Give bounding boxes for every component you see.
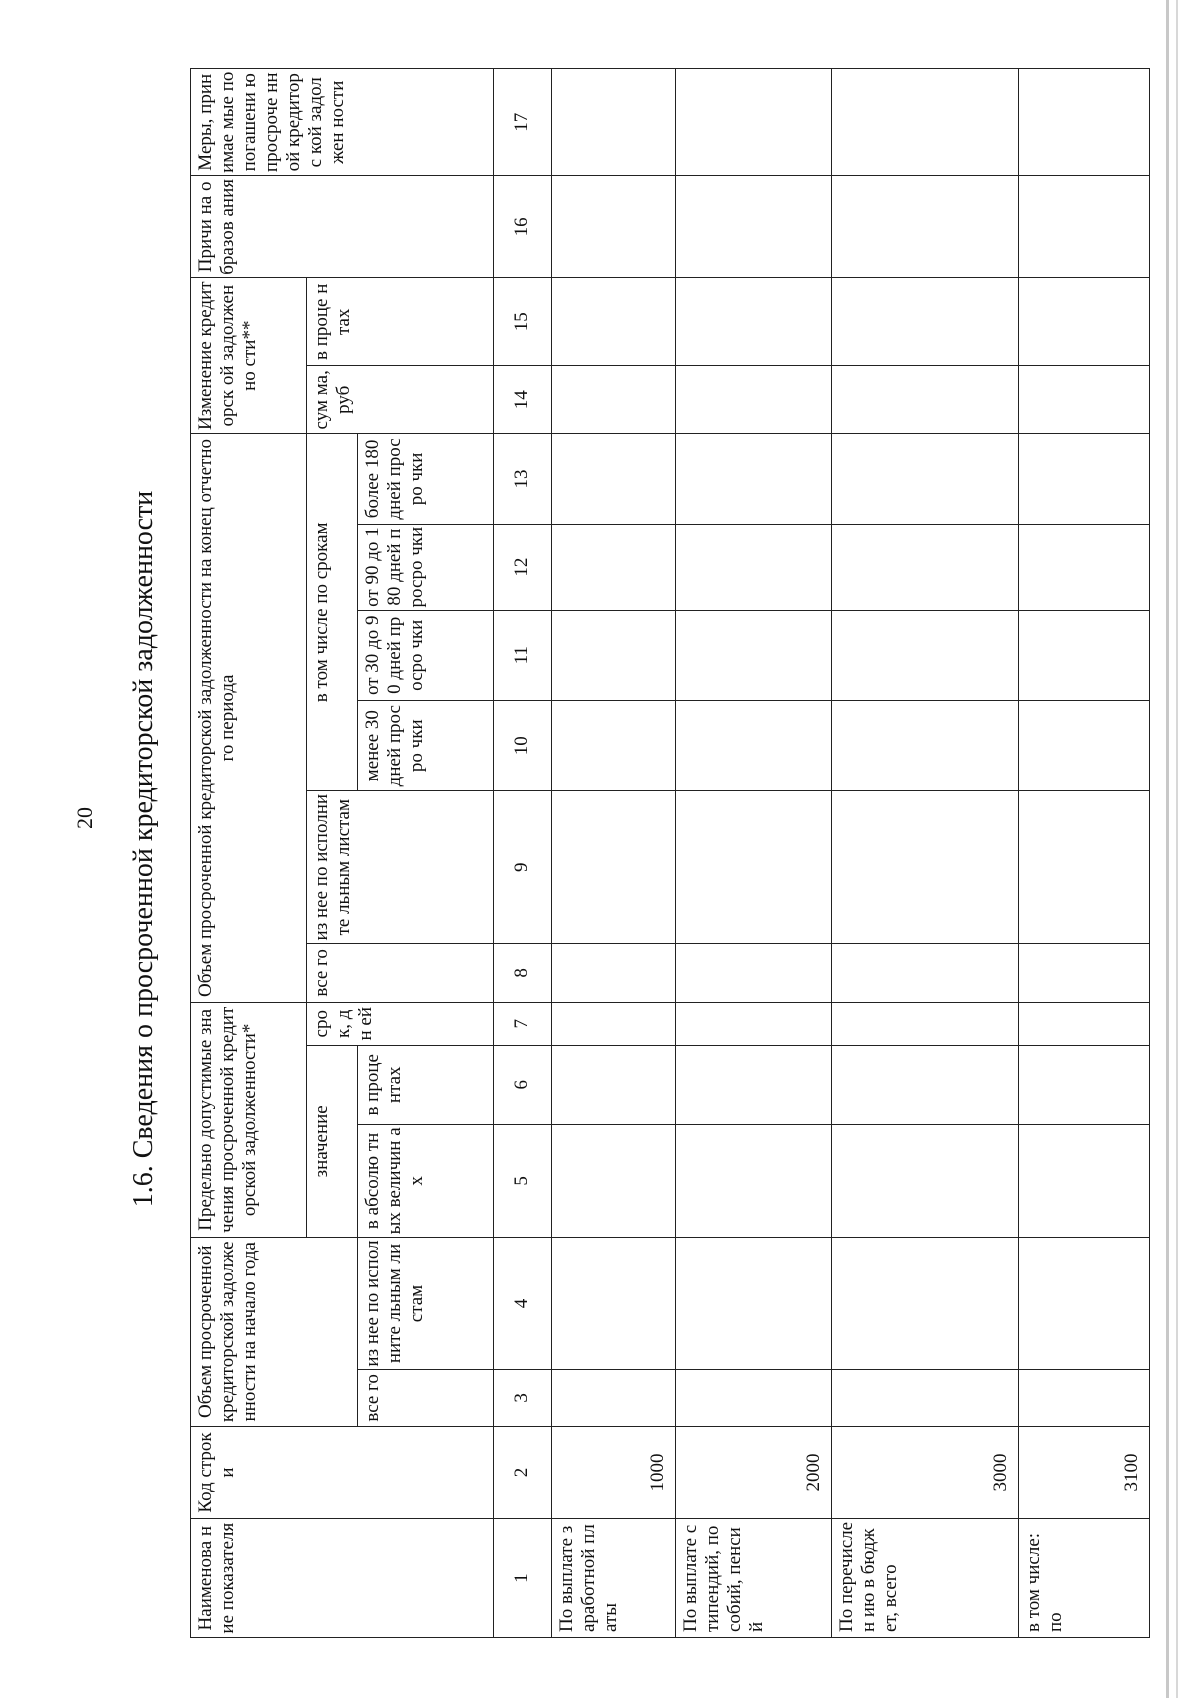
table-cell <box>831 610 1018 700</box>
row-name: По выплате стипендий, пособий, пенсий <box>675 1519 831 1638</box>
table-cell <box>831 366 1018 434</box>
table-row <box>1018 69 1149 1638</box>
table-cell <box>551 278 675 366</box>
table-cell <box>551 700 675 790</box>
table-cell <box>551 176 675 278</box>
table-cell <box>551 366 675 434</box>
table-cell <box>675 1124 831 1237</box>
table-cell <box>831 1124 1018 1237</box>
header-limit-value: значение <box>307 1045 357 1237</box>
table-cell <box>831 1237 1018 1369</box>
table-cell <box>551 1045 675 1124</box>
table-cell <box>551 1237 675 1369</box>
header-begin-total: все го <box>357 1370 493 1427</box>
table-cell <box>831 791 1018 944</box>
table-cell <box>1018 1370 1149 1427</box>
column-number: 4 <box>493 1237 551 1369</box>
column-number: 6 <box>493 1045 551 1124</box>
table-row <box>831 69 1018 1638</box>
column-number: 12 <box>493 524 551 610</box>
header-change-sum: сум ма, руб <box>307 366 494 434</box>
column-number: 14 <box>493 366 551 434</box>
table-cell <box>1018 1045 1149 1124</box>
column-number: 8 <box>493 944 551 1003</box>
table-cell <box>831 524 1018 610</box>
table-cell <box>1018 1237 1149 1369</box>
header-name: Наименова ние показателя <box>191 1519 494 1638</box>
table-cell <box>1018 366 1149 434</box>
column-number: 10 <box>493 700 551 790</box>
row-code: 3000 <box>831 1426 1018 1519</box>
header-end-volume: Объем просроченной кредиторской задолженности на конец отчетного периода <box>191 434 307 1003</box>
table-cell <box>675 610 831 700</box>
table-cell <box>1018 1002 1149 1045</box>
table-cell <box>675 69 831 177</box>
table-cell <box>831 69 1018 177</box>
table-cell <box>551 434 675 524</box>
table-cell <box>675 1237 831 1369</box>
row-code: 2000 <box>675 1426 831 1519</box>
header-begin-exec: из нее по исполните льным листам <box>357 1237 493 1369</box>
header-limit: Предельно допустимые значения просроченной кредиторской задолженности* <box>191 1002 307 1237</box>
table-cell <box>831 1045 1018 1124</box>
table-cell <box>551 610 675 700</box>
column-number: 5 <box>493 1124 551 1237</box>
header-by-terms: в том числе по срокам <box>307 434 357 791</box>
table-cell <box>675 1002 831 1045</box>
table-cell <box>675 944 831 1003</box>
table-cell <box>1018 176 1149 278</box>
header-row-1 <box>191 69 307 1638</box>
table-cell <box>675 700 831 790</box>
column-number: 7 <box>493 1002 551 1045</box>
row-code: 3100 <box>1018 1426 1149 1519</box>
table-cell <box>675 176 831 278</box>
header-reason: Причи на образов ания <box>191 176 494 278</box>
header-limit-abs: в абсолю тных величин ах <box>357 1124 493 1237</box>
row-name: в том числе: по <box>1018 1519 1149 1638</box>
table-cell <box>551 1002 675 1045</box>
table-cell <box>551 944 675 1003</box>
column-number: 9 <box>493 791 551 944</box>
table-cell <box>1018 69 1149 177</box>
table-cell <box>1018 278 1149 366</box>
table-cell <box>831 176 1018 278</box>
table-cell <box>831 944 1018 1003</box>
column-number: 17 <box>493 69 551 177</box>
row-name: По выплате заработной платы <box>551 1519 675 1638</box>
column-number: 15 <box>493 278 551 366</box>
table-cell <box>831 1002 1018 1045</box>
table-cell <box>675 434 831 524</box>
table-cell <box>831 434 1018 524</box>
column-number: 16 <box>493 176 551 278</box>
header-term-gt180: более 180 дней просро чки <box>357 434 493 524</box>
table-cell <box>551 524 675 610</box>
header-end-total: все го <box>307 944 494 1003</box>
column-number: 3 <box>493 1370 551 1427</box>
table-cell <box>675 1370 831 1427</box>
table-cell <box>675 1045 831 1124</box>
header-change: Изменение кредиторск ой задолженно сти** <box>191 278 307 434</box>
column-number: 13 <box>493 434 551 524</box>
table-cell <box>551 791 675 944</box>
overdue-payables-table <box>190 68 1150 1638</box>
table-cell <box>831 1370 1018 1427</box>
column-number-row <box>493 69 551 1638</box>
table-row <box>675 69 831 1638</box>
table-cell <box>675 791 831 944</box>
table-cell <box>1018 1124 1149 1237</box>
header-change-pct: в проце нтах <box>307 278 494 366</box>
table-cell <box>1018 944 1149 1003</box>
table-cell <box>1018 434 1149 524</box>
header-begin-volume: Объем просроченной кредиторской задолженности на начало года <box>191 1237 358 1426</box>
header-term-30-90: от 30 до 90 дней просро чки <box>357 610 493 700</box>
header-end-exec: из нее по исполните льным листам <box>307 791 494 944</box>
column-number: 11 <box>493 610 551 700</box>
table-cell <box>675 278 831 366</box>
table-cell <box>551 1370 675 1427</box>
section-title: 1.6. Сведения о просроченной кредиторской задолженности <box>128 490 159 1208</box>
header-limit-pct: в проце нтах <box>357 1045 493 1124</box>
table-cell <box>551 69 675 177</box>
table-cell <box>675 366 831 434</box>
column-number: 2 <box>493 1426 551 1519</box>
page-number: 20 <box>72 807 97 829</box>
table-cell <box>831 700 1018 790</box>
row-name: По перечислен ию в бюджет, всего <box>831 1519 1018 1638</box>
table-cell <box>1018 610 1149 700</box>
table-cell <box>1018 524 1149 610</box>
table-cell <box>1018 700 1149 790</box>
column-number: 1 <box>493 1519 551 1638</box>
table-row <box>551 69 675 1638</box>
header-measures: Меры, принимае мые по погашени ю просроче нной кредиторс кой задолжен ности <box>191 69 494 177</box>
row-code: 1000 <box>551 1426 675 1519</box>
header-limit-term: сро к, дн ей <box>307 1002 494 1045</box>
table-cell <box>675 524 831 610</box>
table-cell <box>551 1124 675 1237</box>
table-cell <box>1018 791 1149 944</box>
header-term-lt30: менее 30 дней просро чки <box>357 700 493 790</box>
header-code: Код строки <box>191 1426 494 1519</box>
header-term-90-180: от 90 до 180 дней просро чки <box>357 524 493 610</box>
table-cell <box>831 278 1018 366</box>
